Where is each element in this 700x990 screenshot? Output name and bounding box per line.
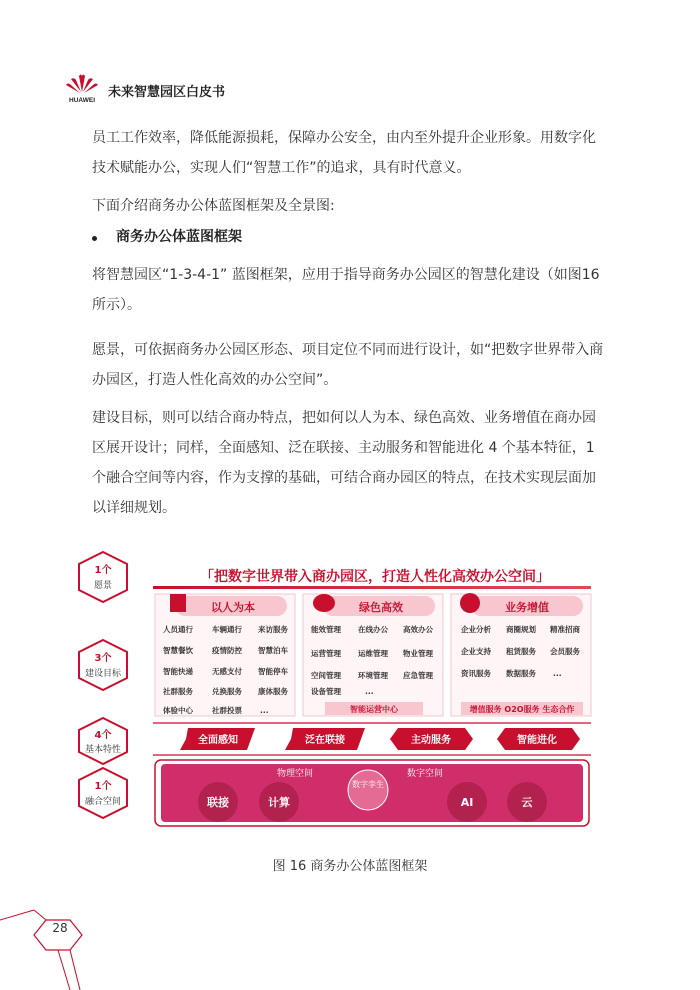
document-title: 未来智慧园区白皮书 [108,85,226,100]
svg-text:绿色高效: 绿色高效 [359,601,403,614]
svg-text:...: ... [553,669,562,678]
svg-text:能效管理: 能效管理 [311,625,341,634]
svg-text:在线办公: 在线办公 [358,625,388,634]
vision-text: 「把数字世界带入商办园区，打造人性化高效办公空间」 [200,569,550,585]
blueprint-diagram [75,550,605,832]
svg-text:以人为本: 以人为本 [211,601,255,614]
svg-text:精准招商: 精准招商 [550,625,580,634]
svg-text:智能快递: 智能快递 [163,667,193,676]
hex-fusion [79,768,127,818]
feature-arrow-4 [497,728,580,750]
svg-text:社群服务: 社群服务 [163,687,193,696]
svg-text:疫情防控: 疫情防控 [212,646,242,655]
bullet-heading: 商务办公体蓝图框架 [116,229,242,245]
svg-text:兑换服务: 兑换服务 [212,687,242,696]
huawei-logo-text: HUAWEI [69,97,95,104]
svg-text:数字孪生: 数字孪生 [352,780,384,789]
svg-text:建设目标: 建设目标 [84,669,122,679]
deco-line-2 [34,910,46,920]
svg-text:无感支付: 无感支付 [212,667,242,676]
svg-text:融合空间: 融合空间 [84,797,122,807]
deco-line-1 [0,910,34,920]
goal-panel-value [451,593,591,716]
svg-text:智能运营中心: 智能运营中心 [350,705,398,714]
goal-panel-green [303,594,443,716]
svg-text:运维管理: 运维管理 [358,649,388,658]
digital-twin-circle [348,770,388,810]
svg-text:...: ... [260,706,269,715]
paragraph-1: 员工工作效率，降低能源损耗，保障办公安全，由内至外提升企业形象。用数字化技术赋能办公，实现人们“智慧工作”的追求，具有时代意义。 [92,130,596,176]
svg-text:物业管理: 物业管理 [403,649,433,658]
svg-text:数字空间: 数字空间 [406,769,444,779]
svg-text:环境管理: 环境管理 [358,671,388,680]
svg-text:联接: 联接 [207,796,229,809]
svg-text:体验中心: 体验中心 [163,706,193,715]
svg-text:数据服务: 数据服务 [506,669,536,678]
svg-text:业务增值: 业务增值 [505,601,549,614]
svg-text:基本特性: 基本特性 [84,745,122,755]
svg-text:会员服务: 会员服务 [550,647,580,656]
svg-text:高效办公: 高效办公 [403,625,433,634]
svg-text:计算: 计算 [268,796,290,809]
svg-text:...: ... [365,687,374,696]
feature-arrow-3 [390,728,473,750]
hex-goals [79,640,127,690]
vision-bar [153,586,591,589]
leaf-icon [313,594,335,612]
svg-text:泛在联接: 泛在联接 [305,735,345,746]
deco-line-3 [58,950,70,990]
svg-text:1个: 1个 [94,565,112,576]
deco-line-4 [70,950,80,990]
svg-text:运营管理: 运营管理 [311,649,341,658]
svg-text:社群投票: 社群投票 [212,706,242,715]
svg-text:智慧泊车: 智慧泊车 [258,646,288,655]
feature-arrow-2 [285,728,365,750]
fusion-space [155,760,589,826]
svg-text:应急管理: 应急管理 [403,671,433,680]
svg-text:租赁服务: 租赁服务 [506,647,536,656]
paragraph-5: 建设目标，则可以结合商办特点，把如何以人为本、绿色高效、业务增值在商办园区展开设计；同样，全面感知、泛在联接、主动服务和智能进化 4 个基本特征，1 个融合空间等内容，作为支撑的基础，可结合商办园区的特点，在技术实现层面加以详细规划。 [92,410,596,516]
svg-text:人员通行: 人员通行 [163,625,193,634]
figure-caption: 图 16 商务办公体蓝图框架 [272,859,428,874]
bullet-dot [92,236,97,241]
svg-text:物理空间: 物理空间 [276,769,314,779]
page-number: 28 [52,921,68,935]
svg-text:主动服务: 主动服务 [411,735,451,746]
svg-text:车辆通行: 车辆通行 [212,625,242,634]
svg-text:商圈规划: 商圈规划 [506,625,536,634]
hex-vision [79,552,127,602]
svg-text:4个: 4个 [94,730,112,741]
feature-arrow-1 [180,728,255,750]
svg-text:3个: 3个 [94,653,112,664]
huawei-logo [62,70,102,104]
svg-text:AI: AI [460,796,474,809]
svg-text:企业分析: 企业分析 [461,625,491,634]
paragraph-3: 将智慧园区“1-3-4-1” 蓝图框架，应用于指导商务办公园区的智慧化建设（如图16 所示）。 [92,267,600,313]
paragraph-4: 愿景，可依据商务办公园区形态、项目定位不同而进行设计，如“把数字世界带入商办园区，打造人性化高效的办公空间”。 [92,342,604,388]
svg-text:智慧餐饮: 智慧餐饮 [163,646,193,655]
svg-text:全面感知: 全面感知 [198,735,238,746]
svg-text:资讯服务: 资讯服务 [461,669,491,678]
document-icon [170,594,186,612]
svg-text:智能停车: 智能停车 [258,667,288,676]
svg-text:企业支持: 企业支持 [461,647,491,656]
paragraph-2: 下面介绍商务办公体蓝图框架及全景图: [92,198,335,214]
svg-text:空间管理: 空间管理 [311,671,341,680]
svg-text:云: 云 [521,796,533,809]
svg-text:康体服务: 康体服务 [258,687,288,696]
svg-text:愿景: 愿景 [93,581,113,591]
svg-text:1个: 1个 [94,781,112,792]
svg-text:增值服务 O2O服务 生态合作: 增值服务 O2O服务 生态合作 [469,705,575,714]
goal-panel-people [155,594,295,716]
svg-text:设备管理: 设备管理 [311,687,341,696]
user-icon [460,593,480,613]
corner-decoration [0,880,120,990]
svg-text:来访服务: 来访服务 [258,625,288,634]
svg-text:智能进化: 智能进化 [517,735,557,746]
hex-features [79,718,127,764]
